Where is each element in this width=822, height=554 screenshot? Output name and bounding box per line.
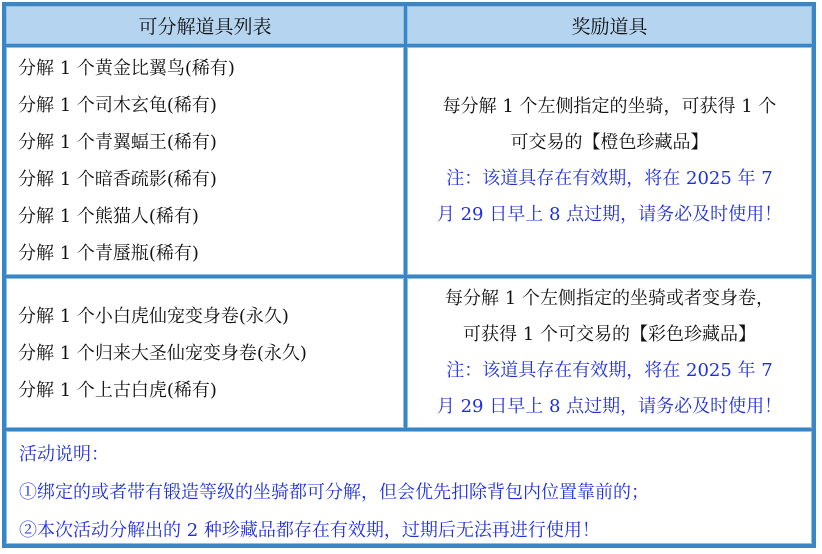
group1-reward-line1: 每分解 1 个左侧指定的坐骑，可获得 1 个 — [442, 96, 777, 117]
group1-reward — [407, 47, 812, 275]
header-reward-items — [407, 6, 812, 44]
group2-reward-line2: 可获得 1 个可交易的【彩色珍藏品】 — [463, 324, 756, 345]
list-item: 分解 1 个暗香疏影(稀有) — [18, 169, 217, 190]
list-item: 分解 1 个青蜃瓶(稀有) — [18, 243, 199, 264]
header-col1-label: 可分解道具列表 — [138, 15, 272, 38]
decompose-table — [2, 2, 816, 548]
header-decomposable-items — [6, 6, 404, 44]
group1-item-list — [6, 47, 404, 275]
group2-note-line1: 注：该道具存在有效期，将在 2025 年 7 — [446, 360, 773, 381]
notes-title: 活动说明： — [19, 444, 109, 465]
list-item: 分解 1 个上古白虎(稀有) — [18, 379, 217, 401]
group2-reward-line1: 每分解 1 个左侧指定的坐骑或者变身卷， — [445, 288, 774, 309]
group1-note-line1: 注：该道具存在有效期，将在 2025 年 7 — [446, 168, 773, 189]
notes-line2: ②本次活动分解出的 2 种珍藏品都存在有效期，过期后无法再进行使用！ — [19, 520, 600, 541]
list-item: 分解 1 个黄金比翼鸟(稀有) — [18, 58, 235, 79]
group2-reward — [407, 278, 812, 428]
group1-reward-line2: 可交易的【橙色珍藏品】 — [510, 132, 709, 153]
activity-notes — [6, 431, 812, 544]
group2-note-line2: 月 29 日早上 8 点过期，请务必及时使用！ — [436, 396, 783, 417]
list-item: 分解 1 个熊猫人(稀有) — [18, 206, 199, 227]
group2-item-list — [6, 278, 404, 428]
header-col2-label: 奖励道具 — [571, 15, 648, 38]
list-item: 分解 1 个司木玄龟(稀有) — [18, 95, 217, 116]
notes-line1: ①绑定的或者带有锻造等级的坐骑都可分解，但会优先扣除背包内位置靠前的； — [19, 482, 649, 503]
list-item: 分解 1 个青翼蝠王(稀有) — [18, 132, 217, 153]
group1-note-line2: 月 29 日早上 8 点过期，请务必及时使用！ — [436, 204, 783, 225]
list-item: 分解 1 个小白虎仙宠变身卷(永久) — [18, 305, 289, 327]
list-item: 分解 1 个归来大圣仙宠变身卷(永久) — [18, 342, 307, 364]
